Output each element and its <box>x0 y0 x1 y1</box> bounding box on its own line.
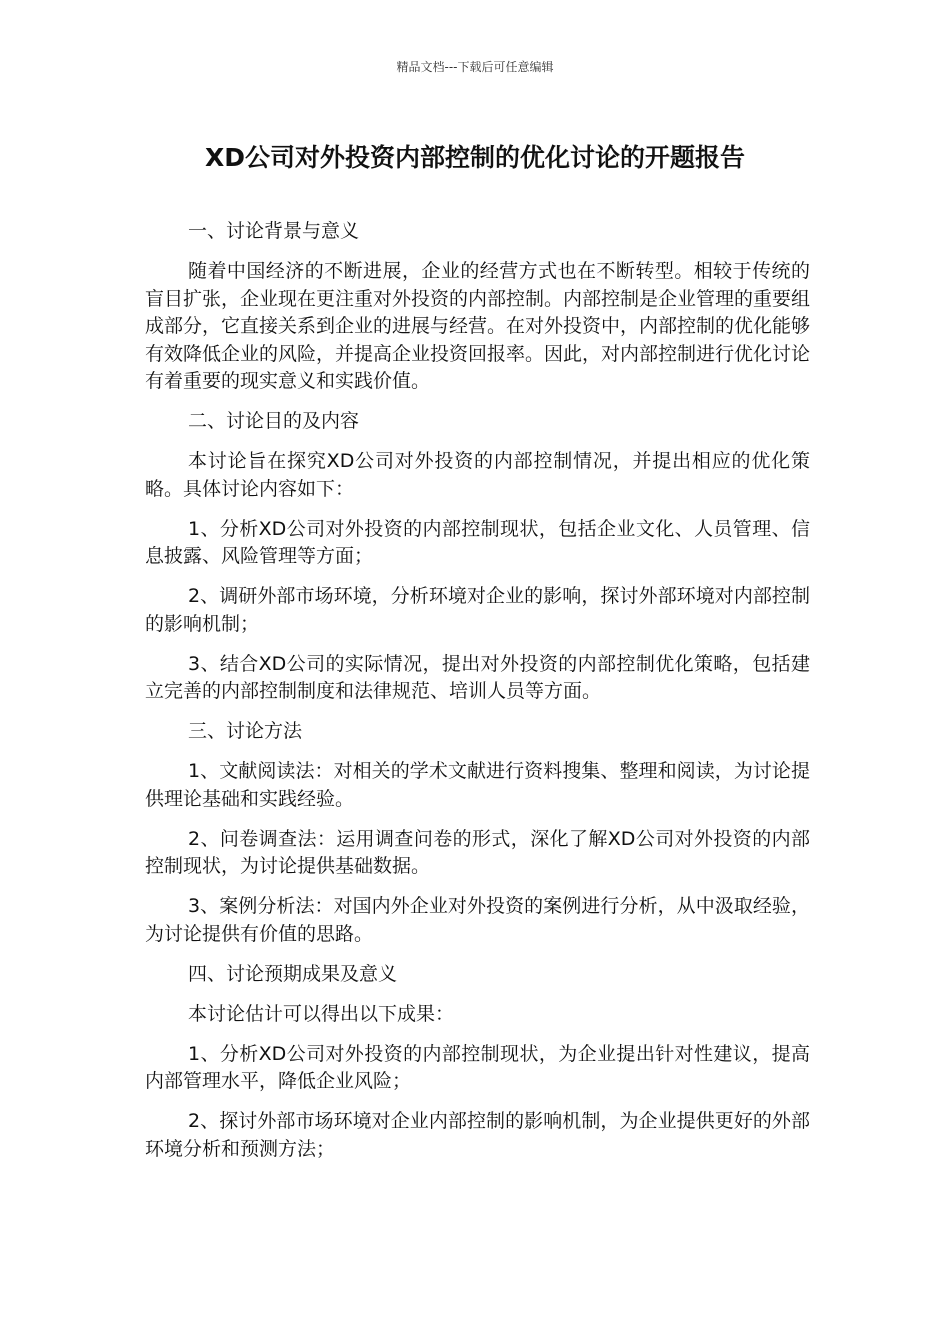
paragraph-outcomes-intro: 本讨论估计可以得出以下成果： <box>188 1002 455 1025</box>
list-item-purpose-2: 2、调研外部市场环境，分析环境对企业的影响，探讨外部环境对内部控制的影响机制； <box>145 585 810 635</box>
list-item-outcome-1: 1、分析XD公司对外投资的内部控制现状，为企业提出针对性建议，提高内部管理水平，降低企业风险； <box>145 1042 810 1092</box>
paragraph-purpose-intro: 本讨论旨在探究XD公司对外投资的内部控制情况，并提出相应的优化策略。具体讨论内容如下： <box>145 450 810 500</box>
list-item-method-1: 1、文献阅读法：对相关的学术文献进行资料搜集、整理和阅读，为讨论提供理论基础和实践经验。 <box>145 760 810 810</box>
section-heading-outcomes: 四、讨论预期成果及意义 <box>188 962 398 985</box>
list-item-purpose-3: 3、结合XD公司的实际情况，提出对外投资的内部控制优化策略，包括建立完善的内部控制制度和法律规范、培训人员等方面。 <box>145 652 810 702</box>
list-item-outcome-2: 2、探讨外部市场环境对企业内部控制的影响机制，为企业提供更好的外部环境分析和预测方法； <box>145 1110 810 1160</box>
paragraph-background: 随着中国经济的不断进展，企业的经营方式也在不断转型。相较于传统的盲目扩张，企业现在更注重对外投资的内部控制。内部控制是企业管理的重要组成部分，它直接关系到企业的进展与经营。在对外投资中，内部控制的优化能够有效降低企业的风险，并提高企业投资回报率。因此，对内部控制进行优化讨论有着重要的现实意义和实践价值。 <box>145 260 811 392</box>
section-heading-background: 一、讨论背景与意义 <box>188 220 360 242</box>
section-heading-purpose: 二、讨论目的及内容 <box>188 410 360 432</box>
list-item-method-2: 2、问卷调查法：运用调查问卷的形式，深化了解XD公司对外投资的内部控制现状，为讨论提供基础数据。 <box>145 827 810 877</box>
document-title: XD公司对外投资内部控制的优化讨论的开题报告 <box>204 143 746 172</box>
list-item-method-3: 3、案例分析法：对国内外企业对外投资的案例进行分析，从中汲取经验，为讨论提供有价值的思路。 <box>145 895 810 945</box>
header-note: 精品文档---下载后可任意编辑 <box>396 60 554 74</box>
section-heading-methods: 三、讨论方法 <box>188 720 303 742</box>
document-body <box>145 218 810 1176</box>
list-item-purpose-1: 1、分析XD公司对外投资的内部控制现状，包括企业文化、人员管理、信息披露、风险管理等方面； <box>145 517 810 567</box>
